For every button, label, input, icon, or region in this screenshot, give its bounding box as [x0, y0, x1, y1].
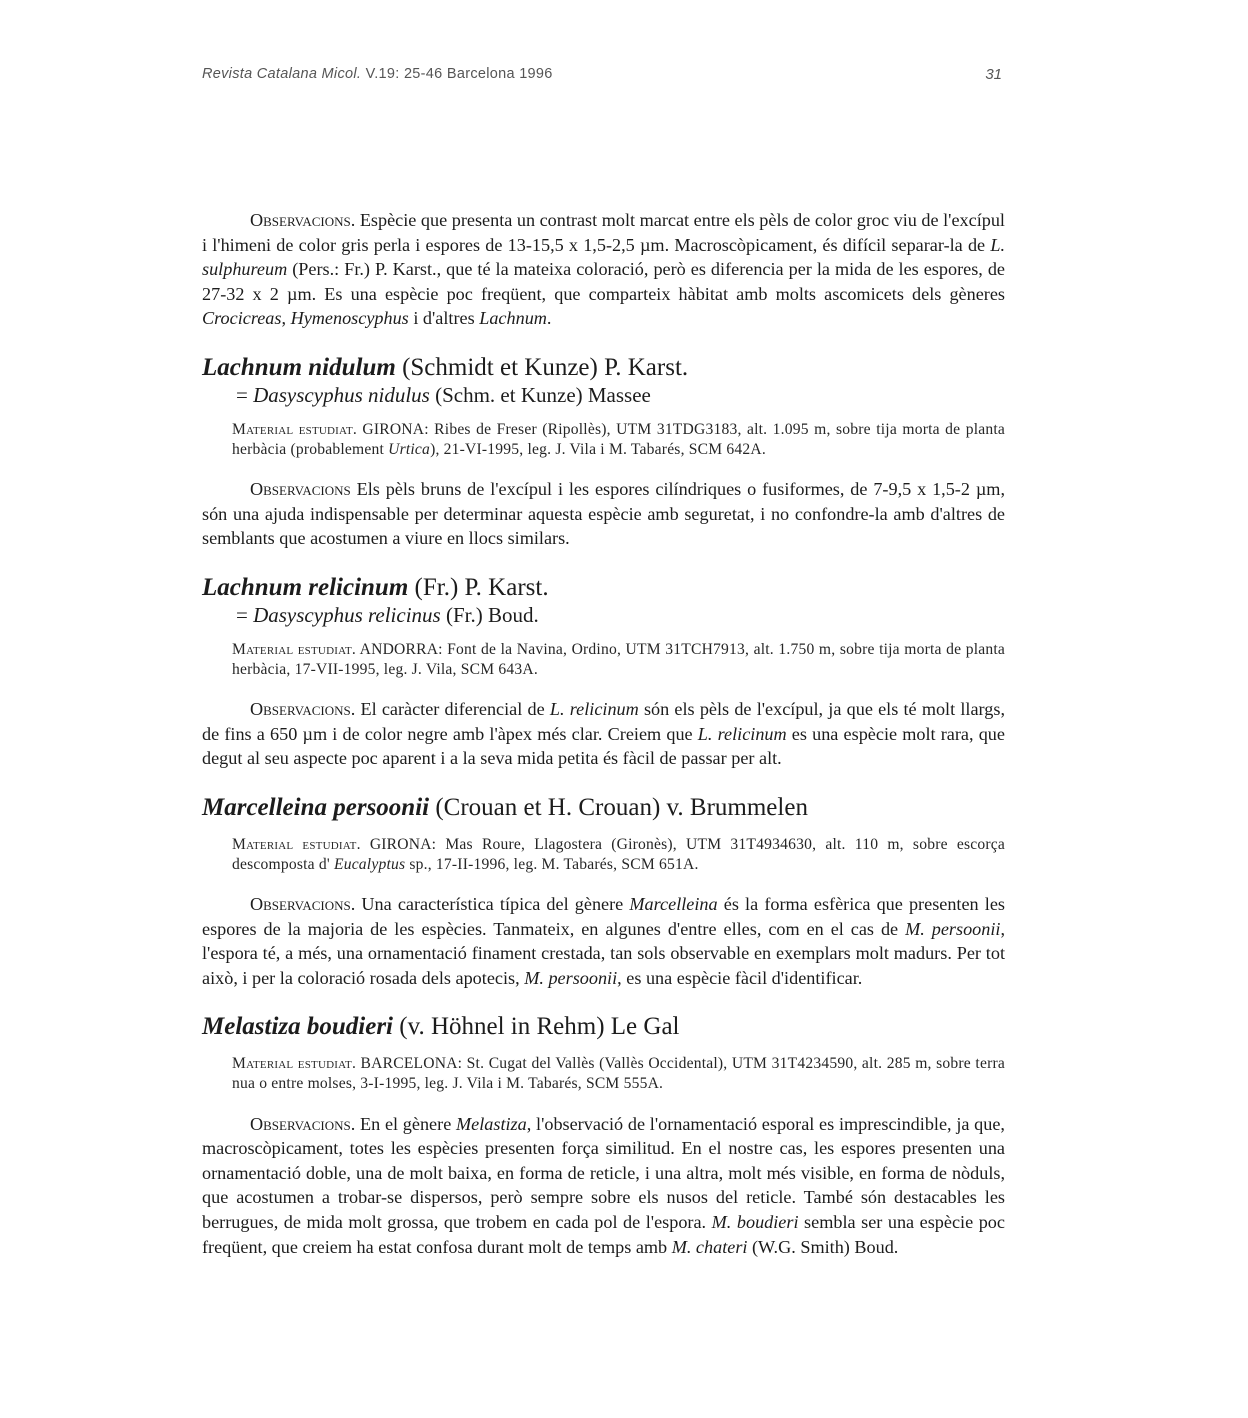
article-body — [202, 208, 1005, 1259]
synonym: = Dasyscyphus nidulus (Schm. et Kunze) Massee — [236, 382, 651, 407]
material-examined: Material estudiat. ANDORRA: Font de la Navina, Ordino, UTM 31TCH7913, alt. 1.750 m, sobre tija morta de planta herbàcia, 17-VII-1995, leg. J. Vila, SCM 643A. — [232, 640, 1006, 678]
observations-paragraph: Observacions. El caràcter diferencial de L. relicinum són els pèls de l'excípul, ja que els té molt llargs, de fins a 650 µm i de color negre amb l'àpex més clar. Creiem que L. relicinum es una espècie molt rara, que degut al seu aspecte poc aparent i a la seva mida petita és fàcil de passar per alt. — [202, 699, 1005, 769]
running-header — [202, 66, 1002, 88]
observations-paragraph: Observacions Els pèls bruns de l'excípul i les espores cilíndriques o fusiformes, de 7-9,5 x 1,5-2 µm, són una ajuda indispensable per determinar aquesta espècie amb seguretat, i no confondre-la amb d'altres de semblants que acostumen a viure en llocs similars. — [202, 479, 1005, 549]
journal-citation: Revista Catalana Micol. V.19: 25-46 Barcelona 1996 — [202, 66, 553, 82]
synonym: = Dasyscyphus relicinus (Fr.) Boud. — [236, 602, 539, 627]
species-heading: Melastiza boudieri (v. Höhnel in Rehm) Le Gal — [202, 1013, 680, 1041]
species-heading: Marcelleina persoonii (Crouan et H. Crouan) v. Brummelen — [202, 793, 808, 821]
observations-paragraph: Observacions. Espècie que presenta un contrast molt marcat entre els pèls de color groc viu de l'excípul i l'himeni de color gris perla i espores de 13-15,5 x 1,5-2,5 µm. Macroscòpicament, és difícil separar-la de L. sulphureum (Pers.: Fr.) P. Karst., que té la mateixa coloració, però es diferencia per la mida de les espores, de 27-32 x 2 µm. Es una espècie poc freqüent, que comparteix hàbitat amb molts ascomicets dels gèneres Crocicreas, Hymenoscyphus i d'altres Lachnum. — [202, 210, 1005, 329]
species-heading: Lachnum nidulum (Schmidt et Kunze) P. Karst. — [202, 353, 689, 381]
observations-paragraph: Observacions. Una característica típica del gènere Marcelleina és la forma esfèrica que presenten les espores de la majoria de les espècies. Tanmateix, en algunes d'entre elles, com en el cas de M. persoonii, l'espora té, a més, una ornamentació finament crestada, tan sols observable en exemplars molt madurs. Per tot això, i per la coloració rosada dels apotecis, M. persoonii, es una espècie fàcil d'identificar. — [202, 894, 1005, 988]
material-examined: Material estudiat. GIRONA: Mas Roure, Llagostera (Gironès), UTM 31T4934630, alt. 110 m, sobre escorça descomposta d' Eucalyptus sp., 17-II-1996, leg. M. Tabarés, SCM 651A. — [232, 835, 1005, 873]
page-number: 31 — [985, 66, 1002, 83]
species-heading: Lachnum relicinum (Fr.) P. Karst. — [202, 573, 549, 601]
material-examined: Material estudiat. GIRONA: Ribes de Freser (Ripollès), UTM 31TDG3183, alt. 1.095 m, sobre tija morta de planta herbàcia (probablement Urtica), 21-VI-1995, leg. J. Vila i M. Tabarés, SCM 642A. — [232, 420, 1006, 458]
material-examined: Material estudiat. BARCELONA: St. Cugat del Vallès (Vallès Occidental), UTM 31T4234590, alt. 285 m, sobre terra nua o entre molses, 3-I-1995, leg. J. Vila i M. Tabarés, SCM 555A. — [232, 1055, 1005, 1093]
observations-paragraph: Observacions. En el gènere Melastiza, l'observació de l'ornamentació esporal es imprescindible, ja que, macroscòpicament, totes les espècies presenten força similitud. En el nostre cas, les espores presenten una ornamentació doble, una de molt baixa, en forma de reticle, i una altra, molt més visible, en forma de nòduls, que acostumen a trobar-se dispersos, però sempre sobre els nusos del reticle. També són destacables les berrugues, de mida molt grossa, que trobem en cada pol de l'espora. M. boudieri sembla ser una espècie poc freqüent, que creiem ha estat confosa durant molt de temps amb M. chateri (W.G. Smith) Boud. — [202, 1113, 1005, 1257]
